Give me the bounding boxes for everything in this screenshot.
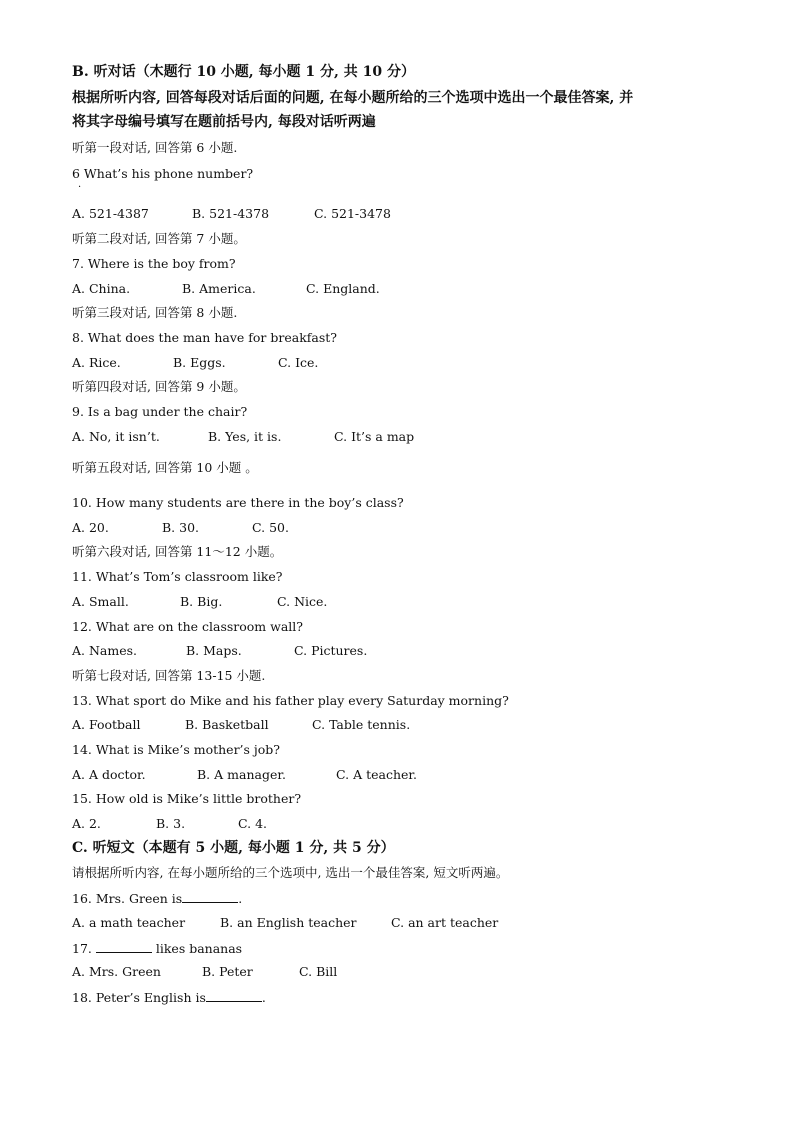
- dialog-intro-7: 听第七段对话, 回答第 13-15 小题.: [72, 668, 266, 683]
- question-13: 13. What sport do Mike and his father play every Saturday morning?: [72, 693, 509, 708]
- q14-option-c[interactable]: C. A teacher.: [336, 767, 417, 782]
- question-10: 10. How many students are there in the boy’s class?: [72, 495, 404, 510]
- stray-mark: ·: [78, 182, 82, 193]
- q17-option-a[interactable]: A. Mrs. Green: [72, 964, 161, 979]
- q10-option-a[interactable]: A. 20.: [72, 520, 109, 535]
- q13-option-b[interactable]: B. Basketball: [185, 717, 269, 732]
- q6-option-b[interactable]: B. 521-4378: [192, 206, 270, 221]
- dialog-intro-1: 听第一段对话, 回答第 6 小题.: [72, 140, 238, 155]
- q14-option-a[interactable]: A. A doctor.: [72, 767, 146, 782]
- question-17: [72, 940, 242, 957]
- q7-option-a[interactable]: A. China.: [72, 281, 131, 296]
- dialog-intro-2: 听第二段对话, 回答第 7 小题。: [72, 231, 246, 246]
- q17-option-c[interactable]: C. Bill: [299, 964, 338, 979]
- section-c-instruction: 请根据所听内容, 在每小题所给的三个选项中, 选出一个最佳答案, 短文听两遍。: [72, 865, 509, 880]
- q6-option-a[interactable]: A. 521-4387: [72, 206, 149, 221]
- question-16-text: 16. Mrs. Green is: [72, 891, 183, 906]
- section-b-instruction-line-2: 将其字母编号填写在题前括号内, 每段对话听两遍: [72, 114, 376, 130]
- q15-option-c[interactable]: C. 4.: [238, 816, 267, 831]
- question-7: 7. Where is the boy from?: [72, 256, 236, 271]
- q15-option-b[interactable]: B. 3.: [156, 816, 186, 831]
- q8-option-a[interactable]: A. Rice.: [72, 355, 121, 370]
- answer-blank: [182, 890, 238, 903]
- q9-option-c[interactable]: C. It’s a map: [334, 429, 415, 444]
- q12-option-b[interactable]: B. Maps.: [186, 643, 242, 658]
- section-c-title: C. 听短文（本题有 5 小题, 每小题 1 分, 共 5 分）: [72, 840, 395, 856]
- question-12: 12. What are on the classroom wall?: [72, 619, 303, 634]
- q10-option-c[interactable]: C. 50.: [252, 520, 289, 535]
- question-6: 6 What’s his phone number?: [72, 166, 254, 181]
- q11-option-a[interactable]: A. Small.: [72, 594, 129, 609]
- q15-option-a[interactable]: A. 2.: [72, 816, 101, 831]
- question-18: [72, 989, 266, 1006]
- section-b-title: B. 听对话（木题行 10 小题, 每小题 1 分, 共 10 分）: [72, 64, 416, 80]
- dialog-intro-6: 听第六段对话, 回答第 11～12 小题。: [72, 544, 283, 559]
- question-18-end: .: [261, 990, 266, 1005]
- q9-option-b[interactable]: B. Yes, it is.: [208, 429, 282, 444]
- answer-blank: [96, 940, 152, 953]
- q8-option-c[interactable]: C. Ice.: [278, 355, 319, 370]
- question-18-text: 18. Peter’s English is: [72, 990, 206, 1005]
- q7-option-b[interactable]: B. America.: [182, 281, 256, 296]
- q16-option-b[interactable]: B. an English teacher: [220, 915, 357, 930]
- dialog-intro-3: 听第三段对话, 回答第 8 小题.: [72, 305, 238, 320]
- dialog-intro-5: 听第五段对话, 回答第 10 小题 。: [72, 460, 258, 475]
- q9-option-a[interactable]: A. No, it isn’t.: [72, 429, 160, 444]
- question-9: 9. Is a bag under the chair?: [72, 404, 248, 419]
- q12-option-c[interactable]: C. Pictures.: [294, 643, 368, 658]
- q16-option-c[interactable]: C. an art teacher: [391, 915, 499, 930]
- question-16-end: .: [238, 891, 243, 906]
- q6-option-c[interactable]: C. 521-3478: [314, 206, 391, 221]
- question-16: [72, 890, 242, 907]
- question-17-text: likes bananas: [155, 941, 243, 956]
- q14-option-b[interactable]: B. A manager.: [197, 767, 286, 782]
- q13-option-c[interactable]: C. Table tennis.: [312, 717, 411, 732]
- q11-option-c[interactable]: C. Nice.: [277, 594, 328, 609]
- q8-option-b[interactable]: B. Eggs.: [173, 355, 226, 370]
- q10-option-b[interactable]: B. 30.: [162, 520, 200, 535]
- section-b-instruction-line-1: 根据所听内容, 回答每段对话后面的问题, 在每小题所给的三个选项中选出一个最佳答案, 并: [72, 90, 634, 106]
- question-17-number: 17.: [72, 941, 92, 956]
- question-11: 11. What’s Tom’s classroom like?: [72, 569, 283, 584]
- q7-option-c[interactable]: C. England.: [306, 281, 380, 296]
- question-15: 15. How old is Mike’s little brother?: [72, 791, 302, 806]
- q17-option-b[interactable]: B. Peter: [202, 964, 253, 979]
- q13-option-a[interactable]: A. Football: [72, 717, 141, 732]
- question-8: 8. What does the man have for breakfast?: [72, 330, 337, 345]
- q16-option-a[interactable]: A. a math teacher: [72, 915, 186, 930]
- dialog-intro-4: 听第四段对话, 回答第 9 小题。: [72, 379, 246, 394]
- question-14: 14. What is Mike’s mother’s job?: [72, 742, 281, 757]
- q11-option-b[interactable]: B. Big.: [180, 594, 223, 609]
- answer-blank: [206, 989, 262, 1002]
- q12-option-a[interactable]: A. Names.: [72, 643, 138, 658]
